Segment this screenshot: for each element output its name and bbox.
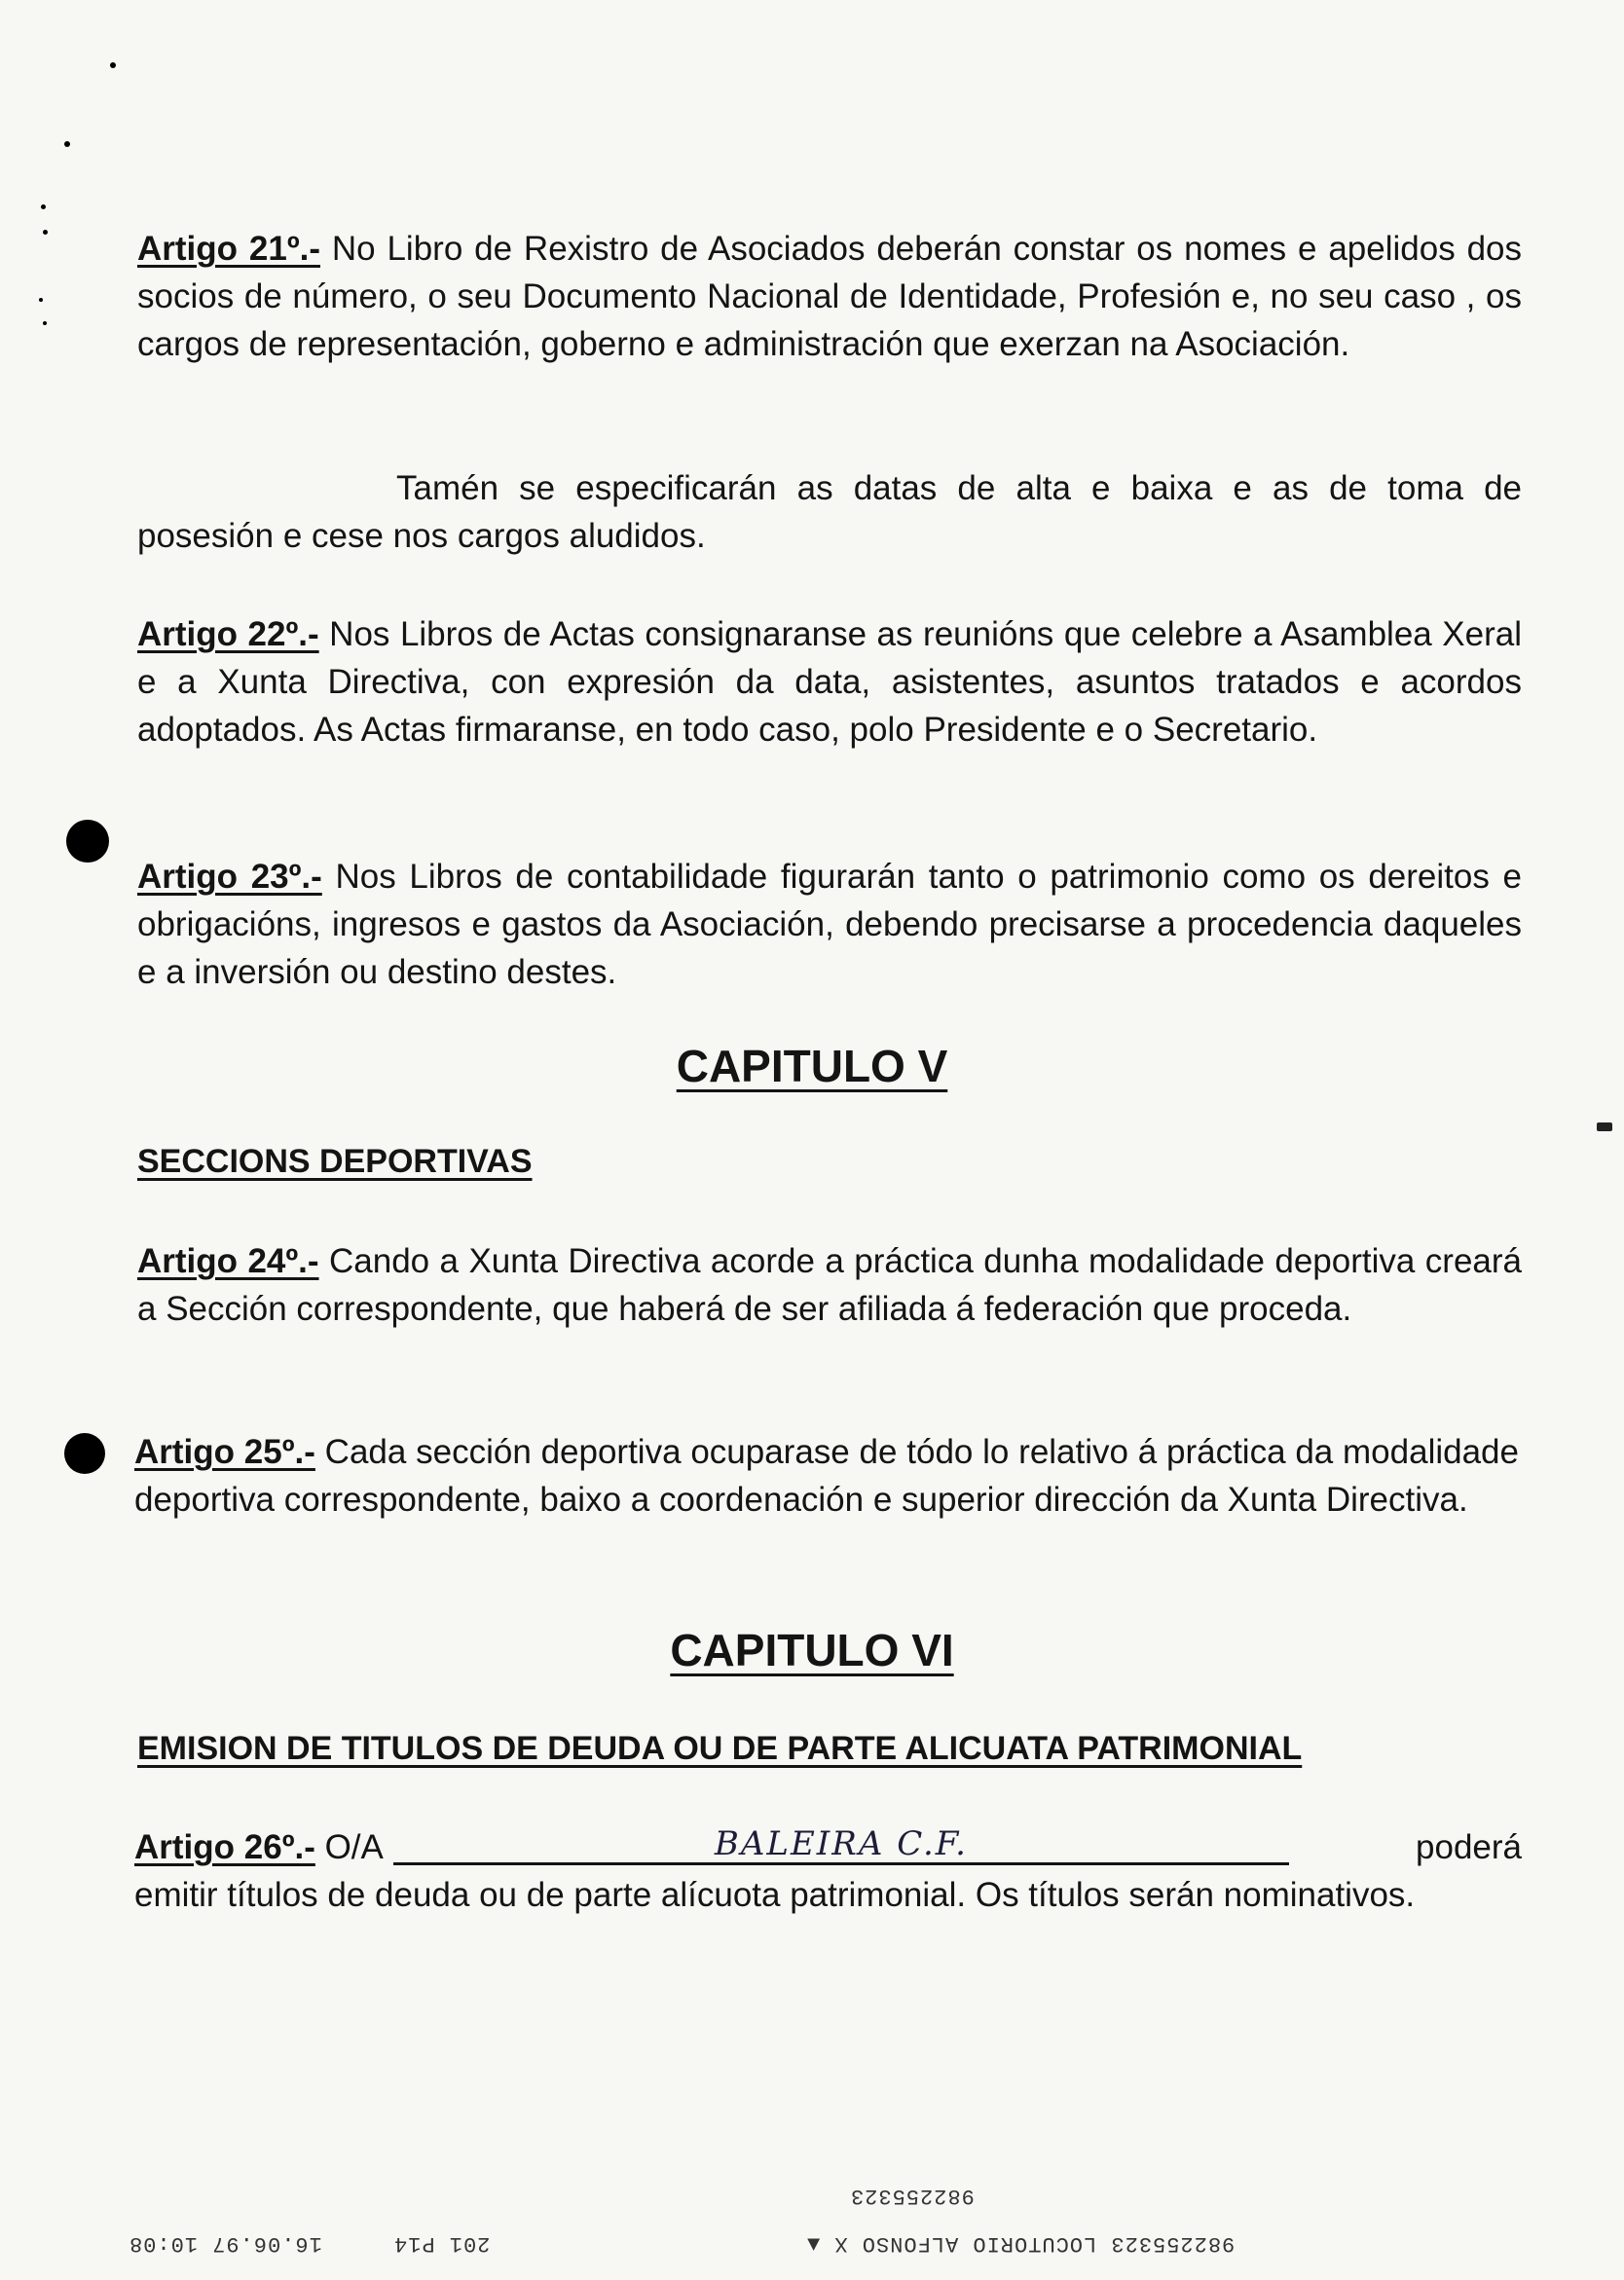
margin-speck [39,298,43,302]
article-21-text-2: Tamén se especificarán as datas de alta e baixa e as de toma de posesión e cese nos cargos aludidos. [137,469,1522,555]
margin-speck [64,141,70,147]
article-26-suffix: poderá [1416,1828,1522,1866]
margin-speck [43,230,48,235]
fax-sender-line: 982255323 LOCUTORIO ALFONSO X ▲ [806,2231,1236,2256]
article-21-text: No Libro de Rexistro de Asociados deberán constar os nomes e apelidos dos socios de número, o seu Documento Nacional de Identidade, Profesión e, no seu caso , os cargos de representación, goberno e administración que exerzan na Asociación. [137,230,1522,363]
article-22 [137,610,1522,754]
article-26-text: emitir títulos de deuda ou de parte alícuota patrimonial. Os títulos serán nominativos. [134,1876,1416,1914]
chapter-5-title: CAPITULO V [676,1041,948,1091]
article-24 [137,1237,1522,1333]
fax-page-code: 201 P14 [393,2231,491,2256]
margin-speck [110,62,116,68]
chapter-6-section-title: EMISION DE TITULOS DE DEUDA OU DE PARTE ALICUATA PATRIMONIAL [137,1730,1303,1767]
article-26-prefix: O/A [314,1828,384,1866]
chapter-6-title: CAPITULO VI [670,1625,954,1675]
article-25 [134,1428,1519,1524]
article-24-label: Artigo 24º.- [137,1242,319,1280]
article-22-text: Nos Libros de Actas consignaranse as reunións que celebre a Asamblea Xeral e a Xunta Directiva, con expresión da data, asistentes, asuntos tratados e acordos adoptados. As Actas firmaranse, en todo caso, polo Presidente e o Secretario. [137,615,1522,749]
article-21-label: Artigo 21º.- [137,230,320,268]
article-23 [137,853,1522,996]
chapter-5-section-title: SECCIONS DEPORTIVAS [137,1143,533,1180]
article-26-label: Artigo 26º.- [134,1828,315,1866]
article-21 [137,225,1522,368]
fax-number-header: 982255323 [850,2184,975,2208]
article-22-label: Artigo 22º.- [137,615,319,653]
margin-speck [43,321,47,325]
article-23-text: Nos Libros de contabilidade figurarán tanto o patrimonio como os dereitos e obrigacións, ingresos e gastos da Asociación, debendo precisarse a procedencia daqueles e a inversión ou destino destes. [137,858,1522,991]
handwritten-association-name: BALEIRA C.F. [714,1824,968,1863]
punch-hole [64,1433,105,1474]
margin-arrow-mark [1597,1122,1612,1131]
association-name-field [393,1823,1289,1865]
article-25-text: Cada sección deportiva ocuparase de tódo lo relativo á práctica da modalidade deportiva correspondente, baixo a coordenación e superior dirección da Xunta Directiva. [134,1433,1519,1519]
punch-hole [66,820,109,863]
article-23-label: Artigo 23º.- [137,858,322,896]
margin-speck [41,204,46,209]
article-26-continuation [134,1871,1522,1919]
article-26 [134,1823,1522,1871]
article-21-paragraph-2 [137,464,1522,560]
article-25-label: Artigo 25º.- [134,1433,315,1471]
fax-datetime: 16.06.97 10:08 [129,2231,322,2256]
article-24-text: Cando a Xunta Directiva acorde a práctica dunha modalidade deportiva creará a Sección correspondente, que haberá de ser afiliada á federación que proceda. [137,1242,1522,1328]
